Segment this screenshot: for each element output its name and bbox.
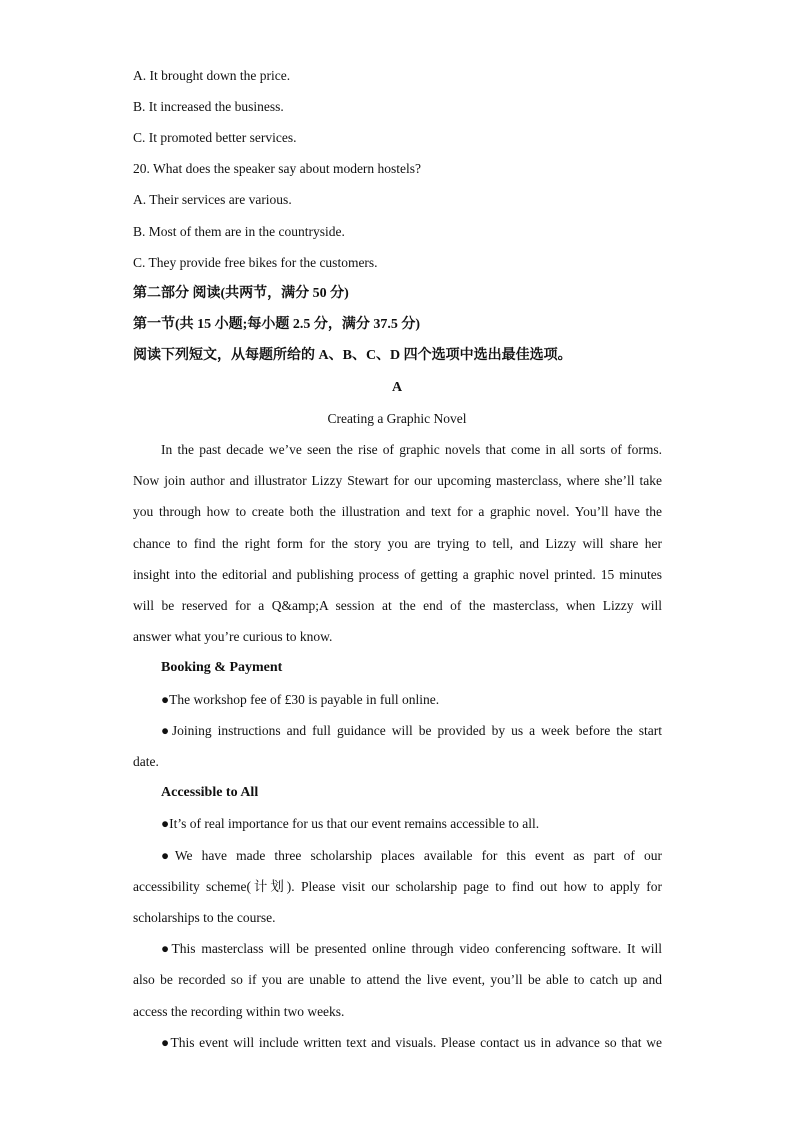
- intro-line-6: will be reserved for a Q&amp;A session at the end of the masterclass, when Lizzy will: [133, 598, 662, 613]
- passage-label: A: [391, 380, 403, 395]
- reading-instruction: 阅读下列短文，从每题所给的 A、B、C、D 四个选项中选出最佳选项。: [133, 348, 572, 363]
- booking-bullet-1: ●The workshop fee of £30 is payable in full online.: [161, 692, 440, 707]
- booking-bullet-2-line-1: ●Joining instructions and full guidance will be provided by us a week before the start: [161, 723, 662, 738]
- q19-option-c: C. It promoted better services.: [133, 130, 297, 145]
- section1-heading: 第一节(共 15 小题;每小题 2.5 分，满分 37.5 分): [133, 317, 420, 332]
- q19-option-a: A. It brought down the price.: [133, 68, 291, 83]
- access-bullet-1: ●It’s of real importance for us that our event remains accessible to all.: [161, 816, 540, 831]
- access-bullet-3-line-3: access the recording within two weeks.: [133, 1004, 345, 1019]
- booking-bullet-2-line-2: date.: [133, 754, 159, 769]
- q20-option-c: C. They provide free bikes for the customers.: [133, 255, 378, 270]
- access-bullet-3-line-1: ●This masterclass will be presented online through video conferencing software. It will: [161, 941, 662, 956]
- access-heading: Accessible to All: [161, 785, 259, 800]
- booking-heading: Booking & Payment: [161, 660, 283, 675]
- intro-line-7: answer what you’re curious to know.: [133, 629, 333, 644]
- q20-option-a: A. Their services are various.: [133, 192, 292, 207]
- q19-option-b: B. It increased the business.: [133, 99, 284, 114]
- part2-heading: 第二部分 阅读(共两节，满分 50 分): [133, 286, 349, 301]
- intro-line-3: you through how to create both the illustration and text for a graphic novel. You’ll have the: [133, 504, 662, 519]
- passage-title: Creating a Graphic Novel: [327, 411, 467, 426]
- access-bullet-4-line-1: ●This event will include written text and visuals. Please contact us in advance so that we: [161, 1035, 662, 1050]
- intro-line-2: Now join author and illustrator Lizzy Stewart for our upcoming masterclass, where she’ll take: [133, 473, 662, 488]
- access-bullet-3-line-2: also be recorded so if you are unable to attend the live event, you’ll be able to catch up and: [133, 972, 662, 987]
- q20-question: 20. What does the speaker say about modern hostels?: [133, 161, 422, 176]
- q20-option-b: B. Most of them are in the countryside.: [133, 224, 345, 239]
- intro-line-5: insight into the editorial and publishing process of getting a graphic novel printed. 15 minutes: [133, 567, 662, 582]
- access-bullet-2-line-3: scholarships to the course.: [133, 910, 276, 925]
- intro-line-1: In the past decade we’ve seen the rise of graphic novels that come in all sorts of forms.: [161, 442, 662, 457]
- access-bullet-2-line-2: accessibility scheme(计划). Please visit our scholarship page to find out how to apply for: [133, 879, 662, 894]
- access-bullet-2-line-1: ●We have made three scholarship places available for this event as part of our: [161, 848, 662, 863]
- intro-line-4: chance to find the right form for the story you are trying to tell, and Lizzy will share her: [133, 536, 662, 551]
